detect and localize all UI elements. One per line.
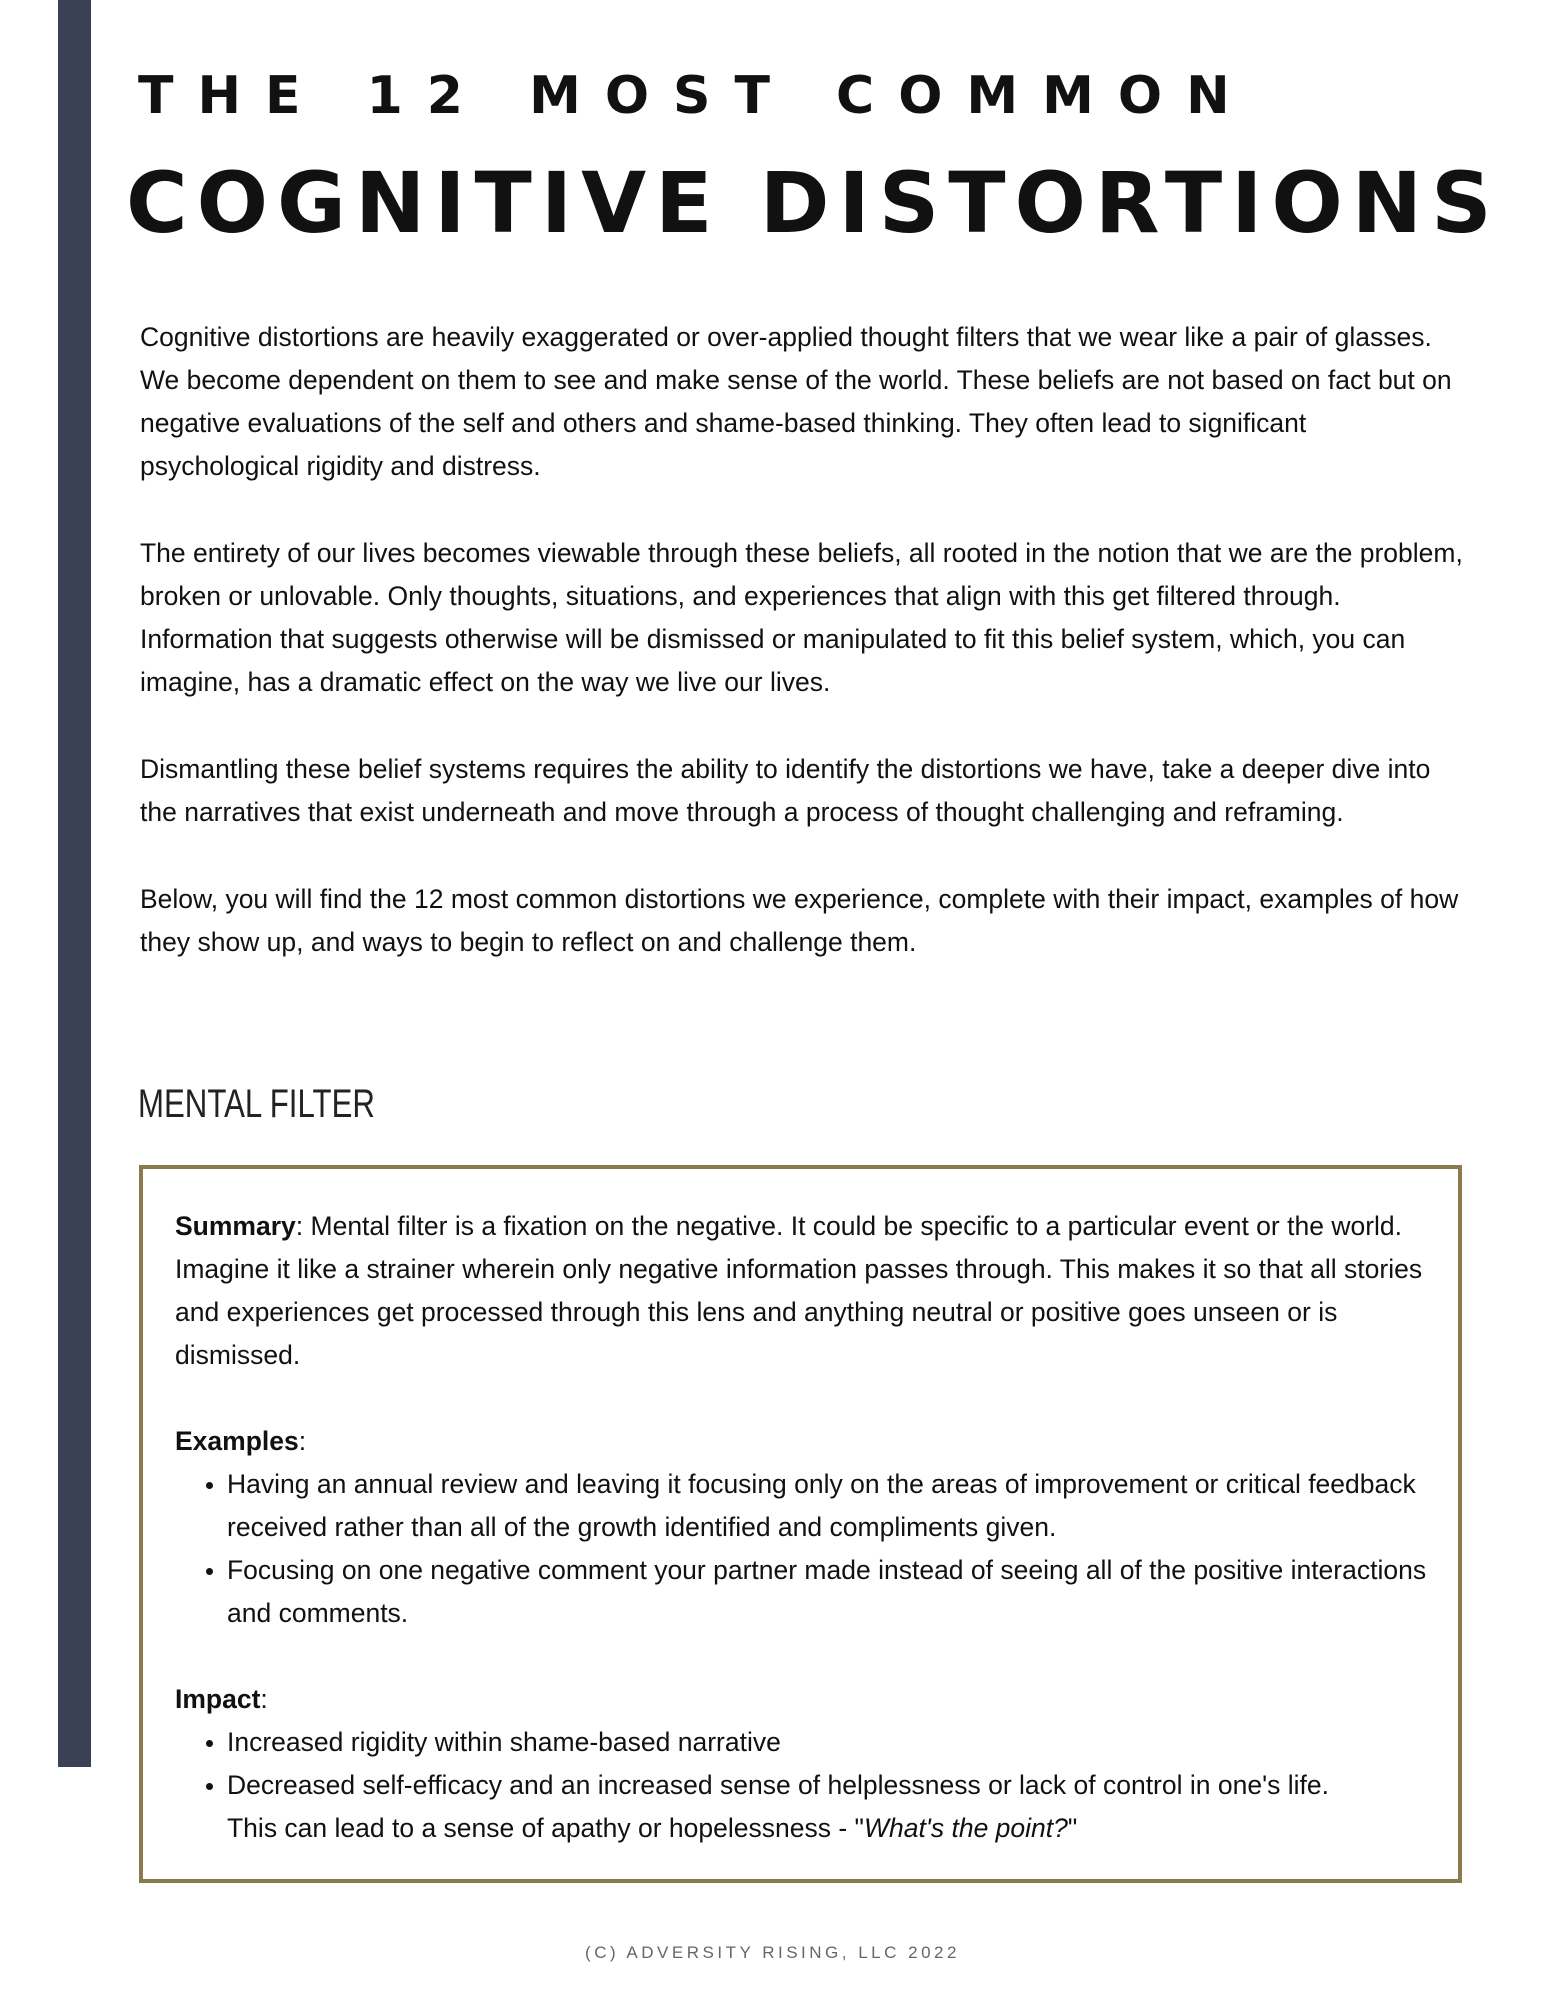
impact-quote: What's the point? <box>863 1813 1068 1843</box>
impact-label: Impact <box>175 1684 261 1714</box>
intro-text <box>140 316 1470 1008</box>
examples-heading <box>175 1420 1435 1463</box>
impact-item-text: Decreased self-efficacy and an increased sense of helplessness or lack of control in one's life. <box>227 1770 1329 1800</box>
page-title: COGNITIVE DISTORTIONS <box>126 154 1501 252</box>
summary-paragraph <box>175 1205 1435 1377</box>
page-kicker: THE 12 MOST COMMON <box>138 66 1254 126</box>
section-heading: MENTAL FILTER <box>138 1082 375 1126</box>
examples-list <box>175 1463 1435 1635</box>
examples-colon: : <box>298 1426 307 1456</box>
intro-paragraph: Cognitive distortions are heavily exaggerated or over-applied thought filters that we wear like a pair of glasses. We become dependent on them to see and make sense of the world. These beliefs are not based on fact but on negative evaluations of the self and others and shame-based thinking. They often lead to significant psychological rigidity and distress. <box>140 322 1452 481</box>
intro-paragraph: The entirety of our lives becomes viewable through these beliefs, all rooted in the notion that we are the problem, broken or unlovable. Only thoughts, situations, and experiences that align with this get filtered through. Information that suggests otherwise will be dismissed or manipulated to fit this belief system, which, you can imagine, has a dramatic effect on the way we live our lives. <box>140 538 1463 697</box>
side-accent-bar <box>58 0 91 1767</box>
impact-heading <box>175 1678 1435 1721</box>
impact-colon: : <box>260 1684 268 1714</box>
impact-list <box>175 1721 1435 1850</box>
list-item: • Focusing on one negative comment your partner made instead of seeing all of the positive interactions and comments. <box>227 1549 1435 1635</box>
list-item: • Increased rigidity within shame-based narrative <box>227 1721 1435 1764</box>
summary-text: : Mental filter is a fixation on the negative. It could be specific to a particular event or the world. Imagine it like a strainer wherein only negative information passes through. This makes it so that all stories and experiences get processed through this lens and anything neutral or positive goes unseen or is dismissed. <box>175 1211 1423 1370</box>
card-content <box>175 1205 1435 1850</box>
intro-paragraph: Dismantling these belief systems requires the ability to identify the distortions we have, take a deeper dive into the narratives that exist underneath and move through a process of thought challenging and reframing. <box>140 754 1431 827</box>
list-item: • Having an annual review and leaving it focusing only on the areas of improvement or critical feedback received rather than all of the growth identified and compliments given. <box>227 1463 1435 1549</box>
distortion-card <box>139 1165 1462 1883</box>
examples-label: Examples <box>175 1426 299 1456</box>
summary-label: Summary <box>175 1211 296 1241</box>
impact-tail-text: This can lead to a sense of apathy or hopelessness - " <box>227 1813 864 1843</box>
examples-block <box>175 1420 1435 1635</box>
copyright-footer: (C) ADVERSITY RISING, LLC 2022 <box>585 1943 960 1962</box>
impact-block <box>175 1678 1435 1850</box>
intro-paragraph: Below, you will find the 12 most common distortions we experience, complete with their impact, examples of how they show up, and ways to begin to reflect on and challenge them. <box>140 884 1459 957</box>
summary-block <box>175 1205 1435 1377</box>
impact-quote-close: " <box>1067 1813 1078 1843</box>
list-item <box>227 1764 1435 1850</box>
